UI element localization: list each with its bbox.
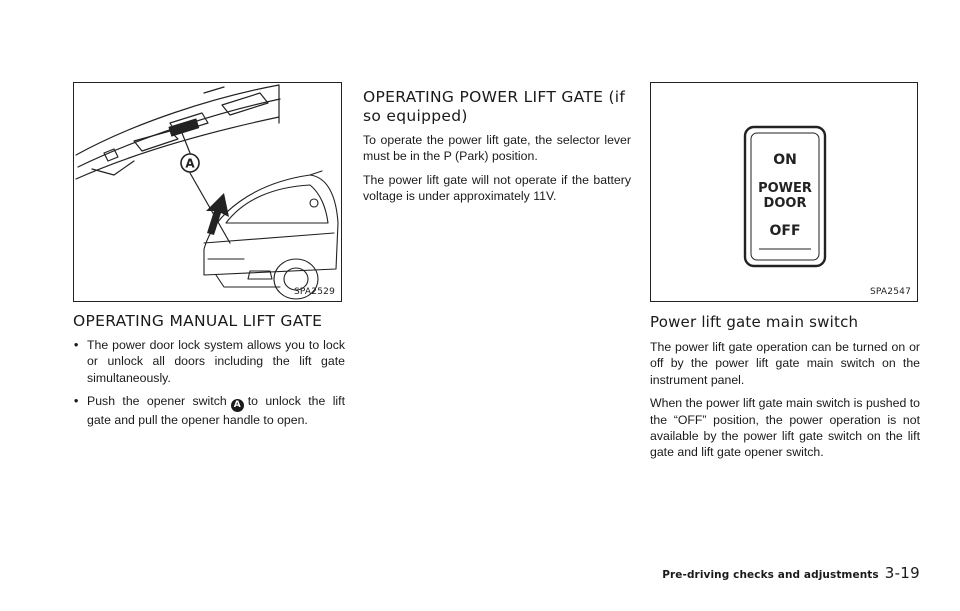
list-item bbox=[73, 337, 345, 386]
switch-label-door: DOOR bbox=[763, 196, 807, 211]
figure-code: SPA2547 bbox=[869, 287, 911, 297]
switch-label-power: POWER bbox=[758, 181, 812, 196]
switch-label-off: OFF bbox=[769, 223, 801, 239]
page-number: 3-19 bbox=[884, 564, 920, 582]
switch-label-on: ON bbox=[773, 152, 797, 168]
svg-text:A: A bbox=[185, 156, 195, 171]
callout-a-icon: A bbox=[231, 399, 244, 412]
section-heading-manual: OPERATING MANUAL LIFT GATE bbox=[73, 312, 323, 330]
lift-gate-opener-illustration bbox=[73, 82, 342, 302]
figure-code: SPA2529 bbox=[293, 287, 335, 297]
manual-bullet-list bbox=[73, 337, 345, 429]
power-door-switch-illustration bbox=[650, 82, 918, 302]
main-switch-section bbox=[650, 313, 920, 468]
page-footer bbox=[662, 563, 920, 582]
power-lift-gate-section bbox=[363, 88, 631, 212]
paragraph: The power lift gate will not operate if the battery voltage is under approximately 11V. bbox=[363, 172, 631, 204]
lift-arrow-icon bbox=[206, 193, 229, 235]
list-item bbox=[73, 393, 345, 428]
footer-section-title: Pre-driving checks and adjustments bbox=[662, 569, 879, 581]
bullet-icon: • bbox=[74, 394, 79, 409]
bullet-text-before: Push the opener switch bbox=[87, 394, 227, 409]
paragraph: The power lift gate operation can be turned on or off by the power lift gate main switch on the instrument panel. bbox=[650, 340, 920, 387]
subsection-heading-main-switch: Power lift gate main switch bbox=[650, 313, 859, 331]
section-heading-power: OPERATING POWER LIFT GATE (if so equipped) bbox=[363, 88, 626, 125]
callout-a-icon bbox=[181, 154, 199, 172]
bullet-text-after: to unlock the lift gate and pull the opener handle to open. bbox=[87, 394, 345, 428]
power-door-switch-drawing bbox=[651, 83, 917, 301]
paragraph: When the power lift gate main switch is pushed to the “OFF” position, the power operation is not available by the power lift gate switch on the lift gate and lift gate opener switch. bbox=[650, 396, 920, 460]
bullet-icon: • bbox=[74, 338, 79, 352]
paragraph: To operate the power lift gate, the selector lever must be in the P (Park) position. bbox=[363, 133, 631, 164]
lift-gate-drawing bbox=[74, 83, 341, 301]
bullet-text: The power door lock system allows you to lock or unlock all doors including the lift gate simultaneously. bbox=[87, 338, 345, 385]
manual-lift-gate-section bbox=[73, 312, 345, 436]
